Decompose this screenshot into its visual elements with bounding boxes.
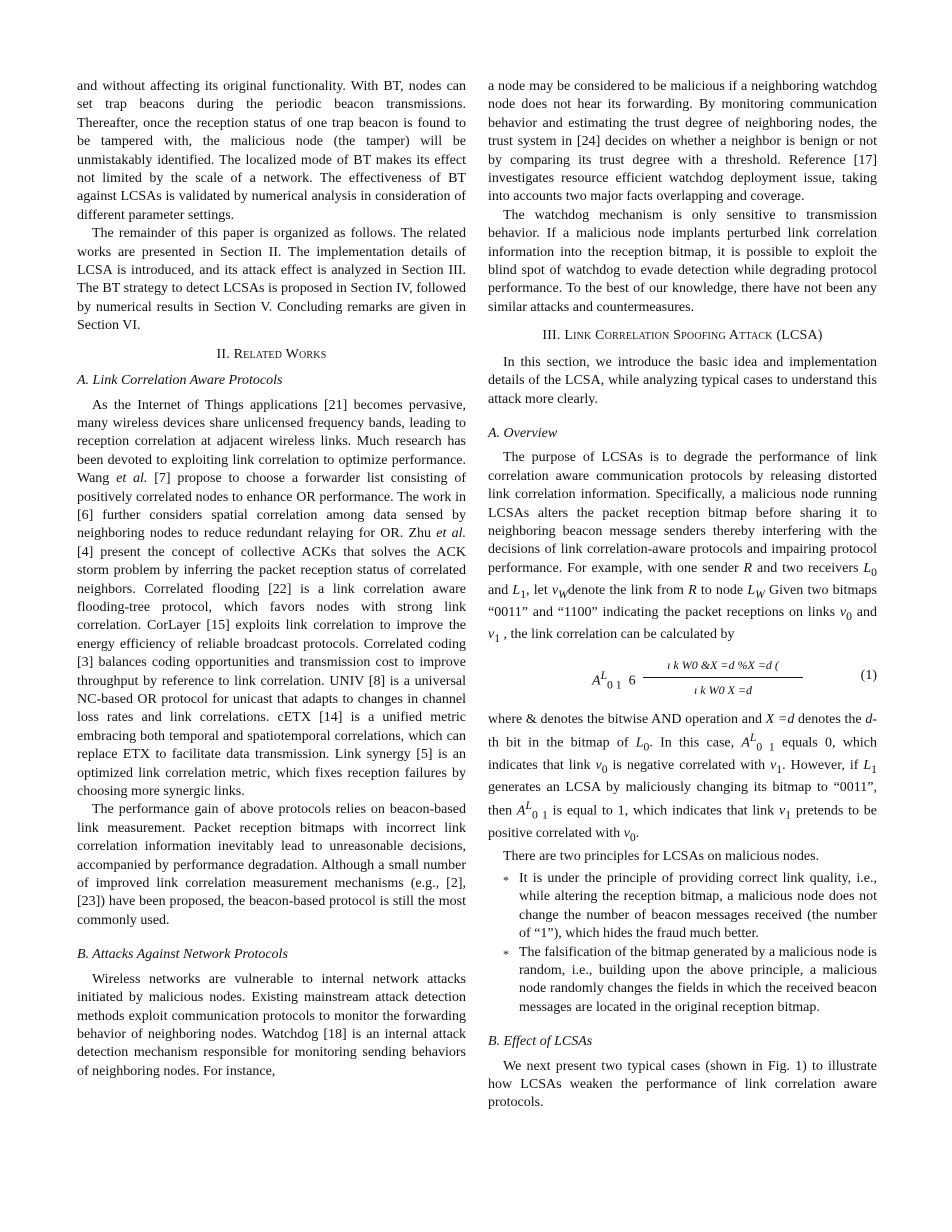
math-variable: L	[863, 560, 872, 576]
text-run: is equal to 1, which indicates that link	[547, 804, 779, 820]
text-run: and	[488, 582, 513, 598]
text-run: equals 0, which indicates that link	[488, 735, 877, 773]
right-column	[488, 78, 877, 1113]
math-variable: d	[865, 711, 873, 727]
section-heading-related-works	[77, 346, 466, 364]
text-run: and	[851, 605, 877, 621]
text-run: generates an LCSA by maliciously changing its bitmap to “0011”, then	[488, 780, 877, 820]
paragraph-link-correlation-protocols	[77, 397, 466, 802]
text-run: , let	[526, 582, 552, 598]
text-run: , the link correlation can be calculated by	[500, 627, 735, 643]
math-expression: X =d	[765, 711, 795, 727]
text-run: is negative correlated with	[607, 757, 771, 773]
math-variable: v	[551, 582, 559, 598]
text-run-italic: et al.	[436, 526, 466, 542]
paragraph-watchdog-continued: a node may be considered to be malicious if a neighboring watchdog node does not hear its forwarding. By monitoring communication behavior and estimating the trust degree of neighboring nodes, the trust system in [24] decides on whether a neighbor is benign or not by comparing its trust degree with a threshold. Reference [17] investigates resource efficient watchdog deployment issue, taking into accounts two major facts overlapping and coverage.	[488, 79, 877, 205]
subsection-heading-link-correlation: A. Link Correlation Aware Protocols	[77, 373, 283, 389]
list-item-text: It is under the principle of providing correct link quality, i.e., while altering the reception bitmap, a malicious node does not change the number of beacon messages received (the number of “1”), which hides the fraud much better.	[519, 870, 877, 942]
paragraph-watchdog-blind-spot: The watchdog mechanism is only sensitive to transmission behavior. If a malicious node implants perturbed link correlation information into the reception bitmap, it is possible to exploit the blind spot of watchdog to evade detection while degrading protocol performance. To the best of our knowledge, there have not been any similar attacks and countermeasures.	[488, 207, 877, 315]
section-title: Related Works	[233, 346, 327, 362]
math-subscript: 0	[643, 740, 650, 754]
equation-number: (1)	[860, 667, 877, 683]
principles-list	[488, 870, 877, 1017]
fraction-bar	[643, 677, 803, 678]
math-variable: L	[512, 582, 521, 598]
math-subscript: 1	[520, 587, 527, 601]
math-variable: L	[863, 757, 872, 773]
text-run: [4] present the concept of collective ACKs that solves the ACK storm problem by inferring the packet reception status of correlated neighbors. Correlated flooding [22] is a link correlation aware flooding-tree protocol, which favors nodes with strong link correlation. CorLayer [15] exploits link correlation to improve the energy efficiency of reliable broadcast protocols. Correlated coding [3] balances coding opportunities and transmission cost to improve throughput by reference to link correlation. UNIV [8] is a universal NC-based OR protocol for unicast that adapts to changes in channel loss rates and link correlations. cETX [14] is a unified metric embracing both temporal and spatiotemporal correlations, which can replace ETX to facilitate data transmission. Link synergy [5] is an optimized link correlation metric, which fixes reception failures by choosing more synergic links.	[77, 544, 466, 800]
math-subscript: 1	[785, 808, 792, 822]
section-heading-lcsa	[488, 327, 877, 345]
math-subscript: 0 1	[756, 740, 775, 754]
math-variable: v	[778, 804, 786, 820]
list-item	[488, 944, 877, 1018]
math-superscript: L	[749, 730, 757, 744]
paragraph-performance-gain: The performance gain of above protocols relies on beacon-based link measurement. Packet reception bitmaps with incorrect link correlation information inevitably lead to unreasonable decisions, accompanied by performance degradation. Although a small number of improved link correlation measurement mechanisms (e.g., [2], [23]) have been proposed, the beacon-based protocol is still the most commonly used.	[77, 802, 466, 928]
equation-fraction	[643, 655, 803, 700]
math-subscript: W	[755, 587, 765, 601]
section-title: Link Correlation Spoofing Attack (LCSA)	[564, 328, 823, 344]
math-superscript: L	[525, 799, 532, 813]
text-run: As the Internet of Things applications [21] becomes pervasive, many wireless devices share unlicensed frequency bands, leading to reception correlation at adjacent wireless links. Much research has been devoted to exploiting link correlation to optimize performance. Wang	[77, 397, 466, 487]
text-run: Given two bitmaps “0011” and “1100” indicating the packet receptions on links	[488, 582, 877, 621]
text-run: The purpose of LCSAs is to degrade the performance of link correlation aware communication protocols by releasing distorted link correlation information. Specifically, a malicious node running LCSAs alters the packet reception bitmap before sharing it to neighboring beacon message senders thereby interfering with the decisions of link correlation-aware protocols and impairing protocol performance. For example, with one sender	[488, 450, 877, 576]
math-variable: A	[741, 735, 750, 751]
text-run: . In this case,	[649, 735, 742, 751]
math-subscript: 0	[871, 565, 877, 579]
math-variable: A	[592, 673, 601, 689]
bullet-asterisk-icon: *	[503, 946, 509, 961]
math-subscript: 0	[846, 609, 852, 623]
paragraph-attacks: Wireless networks are vulnerable to internal network attacks initiated by malicious nodes. Existing mainstream attack detection methods exploit communication protocols to monitor the forwarding behavior of neighboring nodes. Watchdog [18] is an internal attack detection mechanism responsible for monitoring sending behaviors of neighboring nodes. For instance,	[77, 971, 466, 1079]
text-run: and two receivers	[752, 560, 864, 576]
text-run: -th bit in the bitmap of	[488, 711, 878, 751]
paragraph-overview	[488, 449, 877, 648]
math-subscript: 0 1	[607, 678, 622, 692]
math-variable: v	[770, 757, 777, 773]
paragraph-effect: We next present two typical cases (shown in Fig. 1) to illustrate how LCSAs weaken the performance of link correlation aware protocols.	[488, 1058, 877, 1111]
math-subscript: W	[558, 587, 568, 601]
subsection-heading-overview: A. Overview	[488, 425, 558, 441]
math-variable: v	[623, 826, 630, 842]
text-run: denote the link from	[567, 582, 689, 598]
fraction-denominator: ı k W0 X =d	[693, 682, 753, 697]
subsection-heading-effect: B. Effect of LCSAs	[488, 1034, 593, 1050]
text-run: . However, if	[782, 757, 864, 773]
text-run-italic: et al.	[116, 471, 148, 487]
equation-lhs	[592, 667, 636, 695]
paragraph-section-intro: In this section, we introduce the basic idea and implementation details of the LCSA, while analyzing typical cases to understand this attack more clearly.	[488, 354, 877, 407]
math-subscript: 0	[629, 831, 636, 845]
left-column	[77, 78, 466, 1081]
math-variable: A	[516, 804, 526, 820]
text-run: [7] propose to choose a forwarder list consisting of positively correlated nodes to enhance OR performance. The work in [6] further considers spatial correlation among data sensed by neighboring nodes to reduce redundant relaying for OR. Zhu	[77, 471, 466, 542]
math-variable: v	[595, 757, 602, 773]
bullet-asterisk-icon: *	[503, 872, 509, 887]
math-subscript: 1	[494, 632, 501, 646]
paragraph-principles-intro: There are two principles for LCSAs on malicious nodes.	[503, 848, 820, 864]
equation-operator: 6	[628, 673, 636, 689]
subsection-heading-attacks: B. Attacks Against Network Protocols	[77, 947, 288, 963]
math-variable: L	[635, 735, 644, 751]
math-subscript: 1	[776, 762, 783, 776]
math-subscript: 0	[601, 762, 608, 776]
text-run: .	[635, 826, 640, 842]
math-variable: R	[743, 560, 753, 576]
equation-1	[488, 655, 877, 707]
list-item	[488, 870, 877, 944]
section-number: II.	[216, 346, 230, 362]
text-run: to node	[696, 582, 748, 598]
text-run: pretends to be positive correlated with	[488, 804, 878, 842]
math-variable: v	[488, 627, 495, 643]
paragraph-intro-end: and without affecting its original functionality. With BT, nodes can set trap beacons during the periodic beacon transmissions. Thereafter, once the reception status of one trap beacon is found to be tampered with, the malicious node (the tamper) will be unmistakably identified. The localized mode of BT makes its effect not limited by the scale of a network. The effectiveness of BT against LCSAs is validated by numerical analysis in consideration of different parameter settings.	[77, 79, 466, 223]
text-run: where & denotes the bitwise AND operation and	[488, 711, 766, 727]
math-variable: R	[688, 582, 697, 598]
paragraph-equation-explanation	[488, 711, 877, 848]
math-subscript: 0 1	[531, 808, 548, 822]
fraction-numerator: ı k W0 &X =d %X =d (	[667, 657, 779, 672]
math-variable: L	[747, 582, 756, 598]
text-run: denotes the	[794, 711, 866, 727]
math-variable: v	[839, 605, 847, 621]
math-superscript: L	[600, 668, 608, 682]
list-item-text: The falsification of the bitmap generated by a malicious node is random, i.e., building upon the above principle, a malicious node randomly changes the fields in which the received beacon messages are located in the original reception bitmap.	[519, 944, 877, 1015]
math-subscript: 1	[871, 762, 877, 776]
paragraph-organization: The remainder of this paper is organized as follows. The related works are presented in Section II. The implementation details of LCSA is introduced, and its attack effect is analyzed in Section III. The BT strategy to detect LCSAs is proposed in Section IV, followed by numerical results in Section V. Concluding remarks are given in Section VI.	[77, 226, 466, 334]
section-number: III.	[542, 328, 561, 344]
